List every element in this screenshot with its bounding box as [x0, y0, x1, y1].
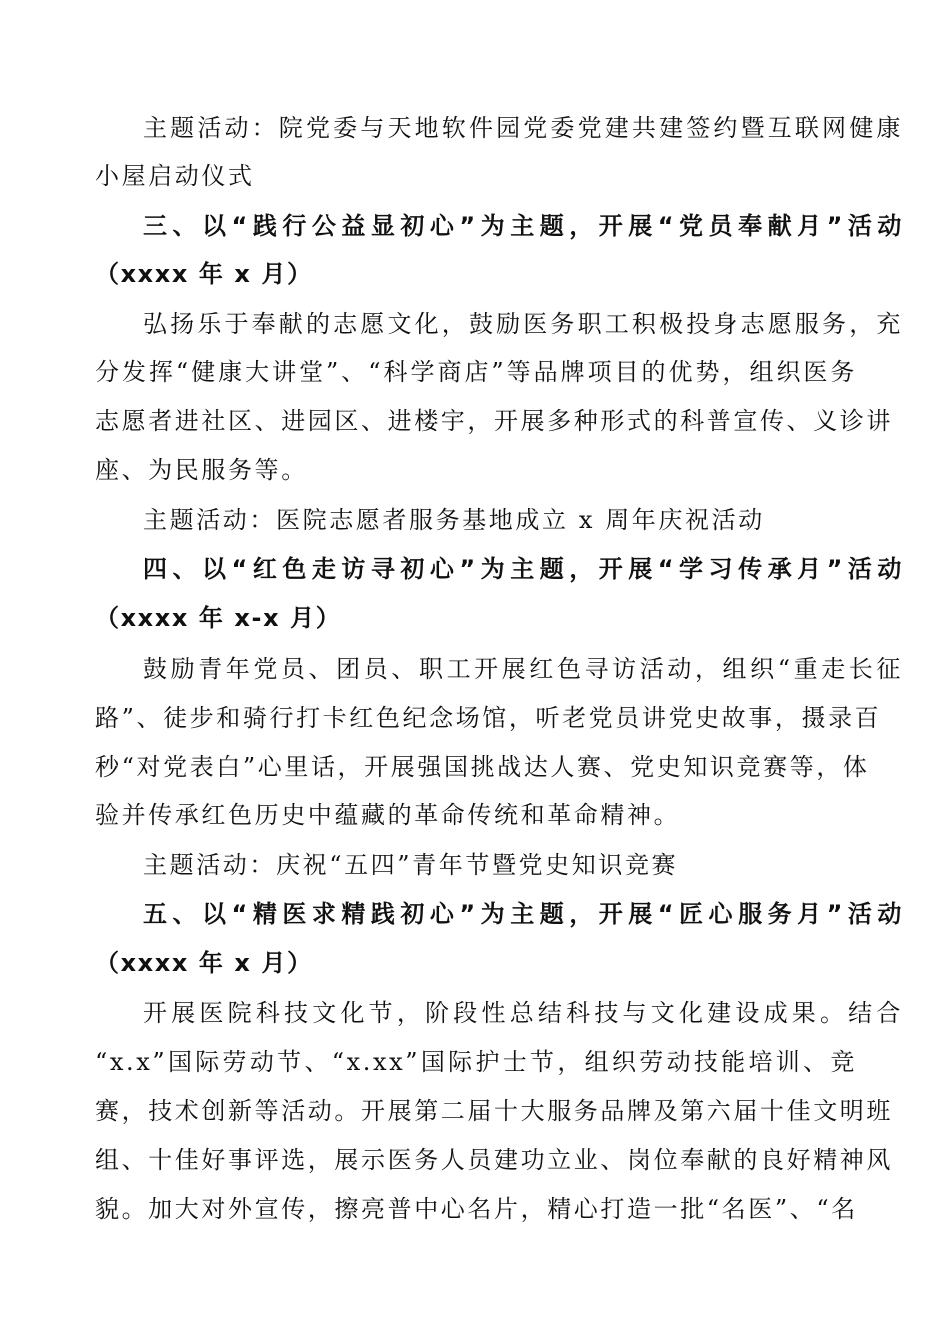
section-heading-3-date: （xxxx 年 x 月）	[95, 260, 313, 288]
paragraph-5-line-5: 貌。加大对外宣传，擦亮普中心名片，精心打造一批“名医”、“名	[95, 1195, 858, 1223]
paragraph-3-line-2: 分发挥“健康大讲堂”、“科学商店”等品牌项目的优势，组织医务	[95, 358, 857, 386]
theme-activity-2: 主题活动：院党委与天地软件园党委党建共建签约暨互联网健康	[143, 114, 903, 142]
paragraph-4-line-4: 验并传承红色历史中蕴藏的革命传统和革命精神。	[95, 801, 681, 829]
section-heading-4-date: （xxxx 年 x-x 月）	[95, 604, 342, 632]
paragraph-3-line-3: 志愿者进社区、进园区、进楼宇，开展多种形式的科普宣传、义诊讲	[95, 407, 893, 435]
theme-activity-3: 主题活动：医院志愿者服务基地成立 x 周年庆祝活动	[143, 506, 765, 534]
section-heading-5: 五、以“精医求精践初心”为主题，开展“匠心服务月”活动	[143, 900, 903, 928]
section-heading-3: 三、以“践行公益显初心”为主题，开展“党员奉献月”活动	[143, 212, 903, 240]
paragraph-5-line-3: 赛，技术创新等活动。开展第二届十大服务品牌及第六届十佳文明班	[95, 1097, 893, 1125]
paragraph-5-line-1: 开展医院科技文化节，阶段性总结科技与文化建设成果。结合	[143, 999, 903, 1027]
theme-activity-4: 主题活动：庆祝“五四”青年节暨党史知识竞赛	[143, 851, 679, 879]
paragraph-4-line-3: 秒“对党表白”心里话，开展强国挑战达人赛、党史知识竞赛等，体	[95, 753, 870, 781]
paragraph-5-line-2: “x.x”国际劳动节、“x.xx”国际护士节，组织劳动技能培训、竞	[95, 1048, 857, 1076]
paragraph-4-line-1: 鼓励青年党员、团员、职工开展红色寻访活动，组织“重走长征	[143, 655, 903, 683]
paragraph-3-line-1: 弘扬乐于奉献的志愿文化，鼓励医务职工积极投身志愿服务，充	[143, 310, 903, 338]
paragraph-4-line-2: 路”、徒步和骑行打卡红色纪念场馆，听老党员讲党史故事，摄录百	[95, 704, 882, 732]
section-heading-5-date: （xxxx 年 x 月）	[95, 949, 313, 977]
theme-activity-2-cont: 小屋启动仪式	[95, 162, 255, 190]
section-heading-4: 四、以“红色走访寻初心”为主题，开展“学习传承月”活动	[143, 555, 903, 583]
paragraph-3-line-4: 座、为民服务等。	[95, 456, 308, 484]
paragraph-5-line-4: 组、十佳好事评选，展示医务人员建功立业、岗位奉献的良好精神风	[95, 1146, 893, 1174]
